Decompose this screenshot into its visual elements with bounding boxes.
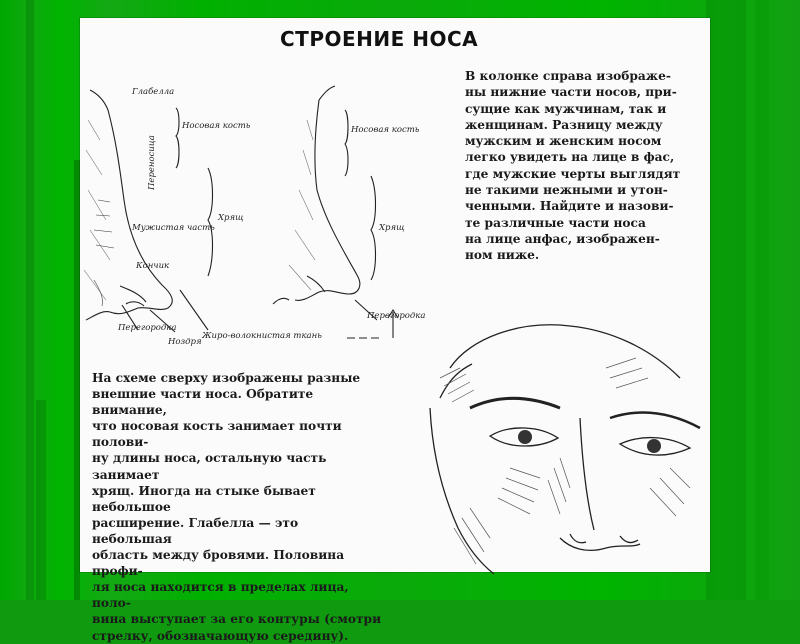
background-band [36, 400, 46, 600]
label-nasal-bone: Носовая кость [182, 121, 251, 131]
background-band [755, 0, 769, 600]
label-septum: Перегородка [118, 323, 177, 333]
label-ala: Мужистая часть [132, 223, 215, 233]
background-band [706, 0, 746, 600]
label-nostril: Ноздря [168, 337, 202, 347]
label-nostril-wing: Кончик [136, 261, 170, 271]
bridge-label-vertical [142, 126, 162, 196]
page-title: СТРОЕНИЕ НОСА [280, 27, 479, 51]
face-sketch-illustration [410, 308, 710, 578]
label-septum-right: Перегородка [367, 311, 426, 321]
document-page [80, 18, 710, 643]
right-paragraph: В колонке справа изображе- ны нижние части носов, при- сущие как мужчинам, так и женщинам. Разницу между мужским и женским носом легко увидеть на лице в фас, где мужские черты выглядят не такими нежными и утон- ченными. Найдите и назови- те различные части носа на лице анфас, изображен- ном ниже. [465, 69, 681, 263]
svg-text:Переносица: Переносица [147, 135, 157, 190]
left-paragraph: На схеме сверху изображены разные внешние части носа. Обратите внимание, что носовая кость занимает почти полови- ну длины носа, остальную часть занимает хрящ. Иногда на стыке бывает небольшое расширение. Глабелла — это небольшая область между бровями. Половина профи- ля носа находится в пределах лица, поло- вина выступает за его контуры (смотри стрелку, обозначающую середину). [92, 371, 382, 643]
background-band [26, 0, 34, 600]
nose-profile-diagram-right [255, 80, 426, 350]
label-nasal-bone-right: Носовая кость [351, 125, 420, 135]
label-cartilage-right: Хрящ [379, 223, 405, 233]
label-cartilage: Хрящ [218, 213, 244, 223]
label-glabella: Глабелла [132, 87, 175, 97]
label-fatty-tissue: Жиро-волокнистая ткань [202, 331, 322, 341]
